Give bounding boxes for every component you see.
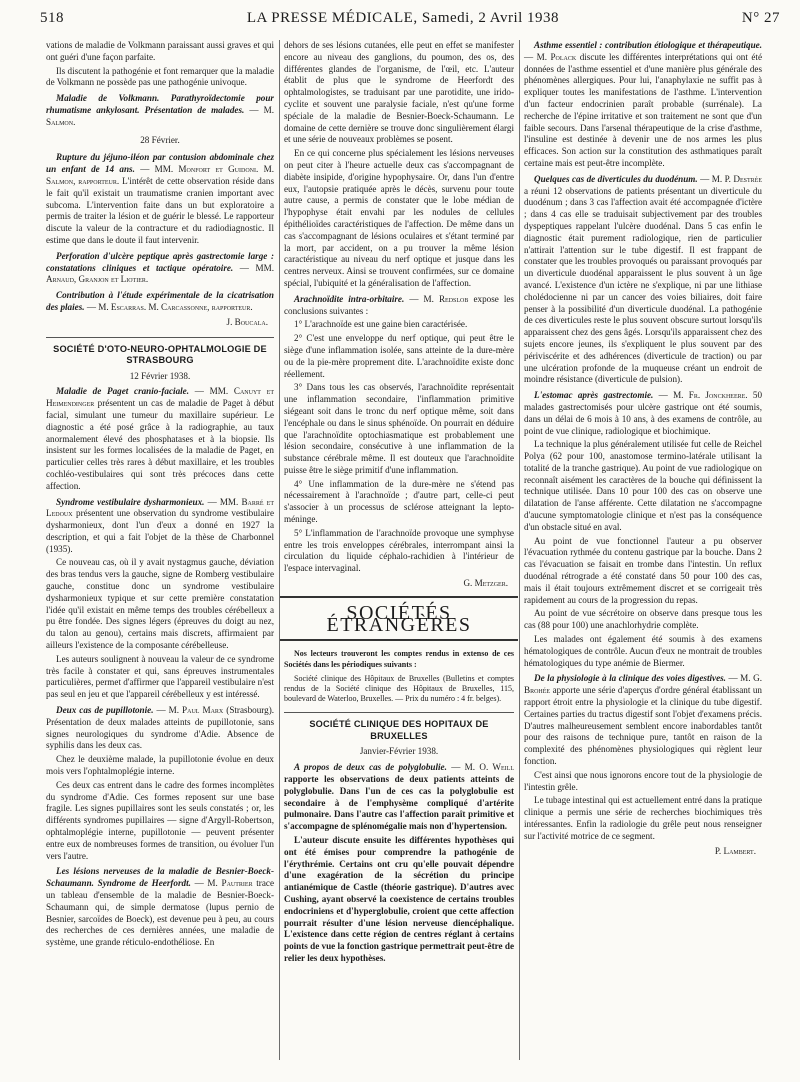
entry — [284, 762, 514, 833]
entry-text: apporte une série d'aperçus d'ordre général établissant un rapport étroit entre la physiologie et la clinique du tube digestif. Certaines parties du tractus digestif sont l'objet d'examens précis. D'autres malheureusement semblent encore inabordables tantôt pour des raisons de technique pure, tantôt en raison de la complexité des phénomènes physiologiques qui règlent leur fonction. — [524, 685, 762, 767]
entry-author: — M. Paul Marx — [156, 705, 224, 716]
paragraph: vations de maladie de Volkmann paraissant aussi graves et qui ont guéri d'une façon parfaite. — [46, 40, 274, 62]
paragraph: Au point de vue fonctionnel l'auteur a pu observer l'évacuation rythmée du contenu gastrique par la bouche. Dans 2 cas l'évacuation se faisait en trombe dans l'intestin. Un reflux duodénal rétrograde a été constaté dans 50 pour 100 des cas, mais il était toujours extrêmement discret et se corrigeait très rapidement au cours de la progression du repas. — [524, 535, 762, 605]
section-title: SOCIÉTÉS ÉTRANGÈRES — [280, 596, 518, 642]
column-middle — [284, 40, 514, 967]
entry-author: — M. O. Weill — [451, 762, 515, 773]
entry-author: — M. Polack — [524, 51, 577, 62]
session-date: Janvier-Février 1938. — [359, 746, 439, 757]
entry-text: rapporte les observations de deux patients atteints de polyglobulie. Dans l'un de ces cas la polyglobulie est secondaire à de l'emphysème compliqué d'artérite pulmonaire. Dans l'autre cas l'affection paraît primitive et s'accompagne de splénomégalie mais non d'hypertension. — [284, 774, 514, 832]
paragraph: Ces deux cas entrent dans le cadre des formes incomplètes du syndrome d'Adie. Ces formes reposent sur une base fragile. Les signes pupillaires sont les seuls constatés ; or, les différents syndromes pupillaires — signe d'Argyll-Robertson, ophtalmoplégie interne, pupillotonie — peuvent présenter entre eux de nombreuses formes de transition, ou évoluer l'un vers l'autre. — [46, 779, 274, 861]
paragraph: Ce nouveau cas, où il y avait nystagmus gauche, déviation des bras tendus vers la gauche, signe de Romberg vestibulaire gauche, constitue donc un syndrome vestibulaire dysharmonieux typique et sur cette première constatation l'idée qu'il existait en même temps des troubles cérébelleux a pu être fondée. Des signes légers (épreuves du doigt au nez, du talon au genou), certains mais discrets, affirmaient par ailleurs l'existence de la composante cérébelleuse. — [46, 557, 274, 651]
journal-title: LA PRESSE MÉDICALE, Samedi, 2 Avril 1938 — [246, 10, 560, 26]
entry-title: Les lésions nerveuses de la maladie de Besnier-Boeck-Schaumann. Syndrome de Heerfordt. — [46, 866, 274, 889]
entry — [524, 390, 762, 437]
paragraph: Chez le deuxième malade, la pupillotonie évolue en deux mois vers l'ophtalmoplégie interne. — [46, 754, 274, 777]
entry-text: a réuni 12 observations de patients présentant un diverticule du duodénum ; dans 3 cas l'affection avait été accompagnée d'ictère ; dans 4 cas elle se traduisait subjectivement par des troubles dyspeptiques rappelant l'ulcère duodénal. Dans 5 cas enfin le diagnostic était purement radiologique, rien de particulier n'attirait l'attention sur le tube digestif. Il est frappant de constater que les troubles provoqués ou paraissant provoqués par un diverticule duodénal apparaissent le plus souvent à un âge avancé. L'existence d'un ictère ne s'explique, ni par une lithiase cholédocienne ni par un cancer des voies biliaires, doit faire penser à la possibilité d'un diverticule duodénal. La pathogénie de ces diverticules reste le plus souvent obscure surtout lorsqu'ils apparaissent chez des gens âgés. Lorsqu'ils apparaissent chez des sujets encore jeunes, ils s'expliquent le plus souvent par des périviscérite et des adhérences (diverticule de traction) ou par une ulcération profonde de la muqueuse créant un endroit de moindre résistance (diverticule de pulsion). — [524, 185, 762, 385]
paragraph: dehors de ses lésions cutanées, elle peut en effet se manifester encore au niveau des ganglions, du poumon, des os, des différentes glandes de l'organisme, de l'œil, etc. L'auteur établit de plus que le syndrome de Heerfordt des ophtalmologistes, se traduisant par une parotidite, une irido-cyclite et souvent une paralysie faciale, n'est qu'une forme spéciale de la maladie de Besnier-Boeck-Schaumann. Le domaine de cette dernière se trouve donc singulièrement élargi et une série de nouveaux problèmes se posent. — [284, 40, 514, 145]
entry-author: — M. Escarras. M. Carcassonne, rapporteur. — [86, 301, 253, 312]
column-left — [46, 40, 274, 951]
entry-title: Arachnoïdite intra-orbitaire. — [294, 293, 405, 304]
entry — [46, 251, 274, 286]
paragraph: Les auteurs soulignent à nouveau la valeur de ce syndrome très facile à constater et qui, sans épreuves instrumentales particulières, permet d'affirmer que l'appareil vestibulaire n'est pas seul en jeu et que l'appareil cérébelleux y est intéressé. — [46, 653, 274, 700]
entry-text: L'intérêt de cette observation réside dans le fait qu'il existait un traumatisme cranien important avec subcoma. L'intervention faite dans un but exploratoire a permis de traiter la lésion et de guérir le blessé. Le rapporteur discute la valeur de la contracture et du radiodiagnostic. Il estime que dans le doute il faut intervenir. — [46, 175, 275, 245]
entry-text: présentent une observation du syndrome vestibulaire dysharmonieux, dont l'un d'eux a donné en 1927 la description, et qui a fait l'objet de la thèse de Charbonnel (1935). — [46, 508, 274, 554]
entry-author: — M. Salmon. — [46, 104, 274, 127]
signature: P. Lambert. — [714, 845, 756, 856]
entry — [284, 294, 514, 318]
society-heading: SOCIÉTÉ D'OTO-NEURO-OPHTALMOLOGIE DE STRASBOURG — [46, 337, 274, 367]
entry-title: Contribution à l'étude expérimentale de la cicatrisation des plaies. — [46, 290, 274, 312]
entry-author: — M. Pautrier — [194, 878, 253, 889]
entry-title: A propos de deux cas de polyglobulie. — [294, 762, 447, 773]
list-item: 3° Dans tous les cas observés, l'arachnoïdite représentait une inflammation secondaire, l'inflammation primitive siégeant soit dans le tronc du nerf optique même, soit dans l'encéphale ou dans le sinus sphénoïde. On pourrait en déduire que l'arachnoïdite optochiasmatique est probablement une lésion secondaire, consécutive à une inflammation de la substance cérébrale même. Il est douteux que l'arachnoïdite puisse être le siège primitif d'une inflammation. — [284, 382, 514, 475]
column-divider — [279, 40, 280, 1060]
entry-author: — M. P. Destrée — [700, 173, 762, 184]
entry-text: discute les différentes interprétations qui ont été données de l'asthme essentiel et d'une manière plus générale des phénomènes allergiques. Pour lui, l'anaphylaxie ne suffit pas à expliquer toutes les manifestations de l'asthme. L'intervention d'un facteur endocrinien paraît probable (surrénale). La recherche de l'épine irritative et son traitement ne sont que d'un faible secours. Dans l'arsenal thérapeutique de la crise d'asthme, l'insuline est destinée à devenir une de nos armes les plus efficaces. Son action sur la constitution des asthmatiques paraît certaine mais est peut-être incomplète. — [524, 51, 763, 168]
paragraph: Les malades ont également été soumis à des examens hématologiques de contrôle. Aucun d'eux ne montrait de troubles hématologiques du type anémie de Biermer. — [524, 634, 762, 668]
society-heading: SOCIÉTÉ CLINIQUE DES HOPITAUX DE BRUXELLES — [284, 712, 514, 742]
entry-title: Rupture du jéjuno-iléon par contusion abdominale chez un enfant de 14 ans. — [46, 152, 274, 175]
entry-author: — M. G. Brohée — [524, 673, 762, 696]
session-date: 28 Février. — [140, 134, 180, 145]
entry-title: Deux cas de pupillotonie. — [56, 705, 154, 716]
entry-author: — M. Fr. Jonckheere. — [658, 390, 748, 401]
entry-title: Syndrome vestibulaire dysharmonieux. — [56, 496, 205, 507]
entry-text: expose les conclusions suivantes : — [284, 293, 514, 316]
paragraph: En ce qui concerne plus spécialement les lésions nerveuses on peut citer à l'heure actuelle deux cas s'accompagnant de diabète insipide, d'origine hypophysaire. Or, dans l'un d'entre eux, l'autopsie pratiquée après le décès, survenu pour toute autre cause, a permis de constater que le lobe médian de l'hypophyse était envahi par les nodules de cellules épithélioïdes caractéristiques de l'affection. De même dans un cas s'accompagnant de lésions oculaires et s'étant terminé par la mort, par accident, on a pu trouver la même lésion caractéristique au niveau du nerf optique et jusque dans les centres nerveux. Ainsi se trouvent confirmées, sur ce domaine spécial, l'ubiquité et la généralisation de l'affection. — [284, 148, 514, 288]
paragraph: Au point de vue sécrétoire on observe dans presque tous les cas (88 pour 100) une anachlorhydrie complète. — [524, 608, 762, 631]
entry — [46, 93, 274, 128]
signature: G. Metzger. — [463, 578, 508, 589]
entry-text: (Strasbourg). Présentation de deux malades atteints de pupillotonie, sans signes neurologiques du syndrome d'Adie. Absence de syphilis dans les deux cas. — [46, 705, 275, 751]
list-item: 4° Une inflammation de la dure-mère ne s'étend pas nécessairement à l'arachnoïde ; d'autre part, celle-ci peut s'associer à un processus de sclérose atteignant la lepto-méninge. — [284, 478, 514, 525]
entry-title: Maladie de Volkmann. Parathyroïdectomie pour rhumatisme ankylosant. Présentation de malades. — [46, 93, 274, 115]
notice-text: Société clinique des Hôpitaux de Bruxelles (Bulletins et comptes rendus de la Société clinique des Hôpitaux de Bruxelles, 115, boulevard de Waterloo, Bruxelles. — Prix du numéro : 4 fr. belges). — [284, 673, 514, 704]
entry-title: Asthme essentiel : contribution étiologique et thérapeutique. — [534, 40, 762, 50]
entry-title: Maladie de Paget cranio-faciale. — [56, 386, 190, 397]
paragraph: C'est ainsi que nous ignorons encore tout de la physiologie de l'intestin grêle. — [524, 769, 762, 792]
entry — [46, 290, 274, 314]
entry — [46, 386, 274, 492]
list-item: 1° L'arachnoïde est une gaine bien caractérisée. — [294, 319, 468, 330]
entry-author: — MM. Arnaud, Granjon et Liotier. — [46, 262, 274, 285]
column-divider — [519, 40, 520, 1060]
page-number: 518 — [40, 10, 64, 26]
page-header — [40, 10, 780, 32]
entry — [46, 705, 274, 752]
entry-text: présentent un cas de maladie de Paget à début facial, simulant une tumeur du maxillaire supérieur. Le diagnostic a été posé grâce à la radiographie, au taux anormalement élevé des phosphatases et à la biopsie. Ils insistent sur les formes localisées de la maladie de Paget, en particulier celles très rares à début maxillaire, et les troubles cochléo-vestibulaires qui sont très précoces dans cette affection. — [46, 398, 274, 491]
paragraph: L'auteur discute ensuite les différentes hypothèses qui ont été émises pour comprendre la pathogénie de l'érythrémie. Certains ont cru qu'elle pouvait dépendre d'une exagération de la sécrétion du principe antianémique de Castle (théorie gastrique). D'autres avec Cushing, ayant observé la coexistence de certains troubles endocriniens et d'hyperglobulie, croient que cette affection pourrait résulter d'une lésion nerveuse diencéphalique. L'existence dans cette région de centres réglant à certains points de vue la fonction gastrique permettrait peut-être de relier les deux hypothèses. — [284, 835, 514, 964]
paragraph: Ils discutent la pathogénie et font remarquer que la maladie de Volkmann ne possède pas une pathogénie univoque. — [46, 65, 274, 88]
entry-title: Quelques cas de diverticules du duodénum. — [534, 173, 698, 184]
session-date: 12 Février 1938. — [129, 370, 191, 381]
entry-author: — M. Redslob — [409, 293, 469, 304]
entry — [46, 866, 274, 949]
entry-text: trace un tableau d'ensemble de la maladie de Besnier-Boeck-Schaumann qui, de simple dermatose (lupus pernio de Besnier, sarcoïdes de Boeck), est devenue peu à peu, au cours des recherches de ces dernières années, une maladie de système, une grande réticulo-endothéliose. En — [46, 878, 274, 948]
entry — [46, 497, 274, 556]
entry — [524, 174, 762, 386]
list-item: 5° L'inflammation de l'arachnoïde provoque une symphyse entre les trois enveloppes cérébrales, interrompant ainsi la circulation du liquide céphalo-rachidien à l'intérieur de l'espace intervaginal. — [284, 527, 514, 574]
entry — [524, 673, 762, 767]
entry — [46, 152, 274, 246]
column-right — [524, 40, 762, 863]
entry-author: — MM. Barré et Ledoux — [46, 496, 274, 519]
entry-author: — MM. Canuyt et Heimendinger — [46, 386, 274, 409]
entry — [524, 40, 762, 170]
list-item: 2° C'est une enveloppe du nerf optique, qui peut être le siège d'une inflammation isolée, sans atteinte de la dure-mère ou de la pie-mère proprement dite. L'arachnoïdite existe donc réellement. — [284, 333, 514, 379]
entry-author: — MM. Monfort et Guidoni. M. Salmon, rapporteur. — [46, 164, 274, 186]
paragraph: La technique la plus généralement utilisée fut celle de Reichel Polya (62 pour 100, anastomose termino-latérale utilisant la totalité de la tranche gastrique). Au point de vue radiologique on reconnaît aisément les caractères de la bouche qui définissent la technique utilisée. Dans 10 pour 100 des cas on observe une dilatation de l'anse afférente. Cette dilatation ne s'accompagne d'aucune symptomatologie clinique et n'est pas la conséquence d'un obstacle situé en aval. — [524, 439, 762, 532]
signature: J. Boucala. — [226, 316, 268, 327]
issue-number: N° 27 — [741, 10, 780, 26]
notice-text: Nos lecteurs trouveront les comptes rendus in extenso de ces Sociétés dans les périodiques suivants : — [284, 649, 514, 669]
entry-text: 50 malades gastrectomisés pour ulcère gastrique ont été soumis, dans un délai de 6 mois à 10 ans, à des examens de contrôle, au point de vue clinique, radiologique et biochimique. — [524, 390, 763, 436]
entry-title: L'estomac après gastrectomie. — [534, 390, 654, 401]
entry-title: Perforation d'ulcère peptique après gastrectomie large : constatations cliniques et tactique opératoire. — [46, 250, 274, 273]
entry-title: De la physiologie à la clinique des voies digestives. — [534, 673, 726, 684]
paragraph: Le tubage intestinal qui est actuellement entré dans la pratique clinique a permis une série de recherches biochimiques très intéressantes. Enfin la radiologie du grêle peut nous renseigner sur l'activité motrice de ce segment. — [524, 795, 762, 841]
